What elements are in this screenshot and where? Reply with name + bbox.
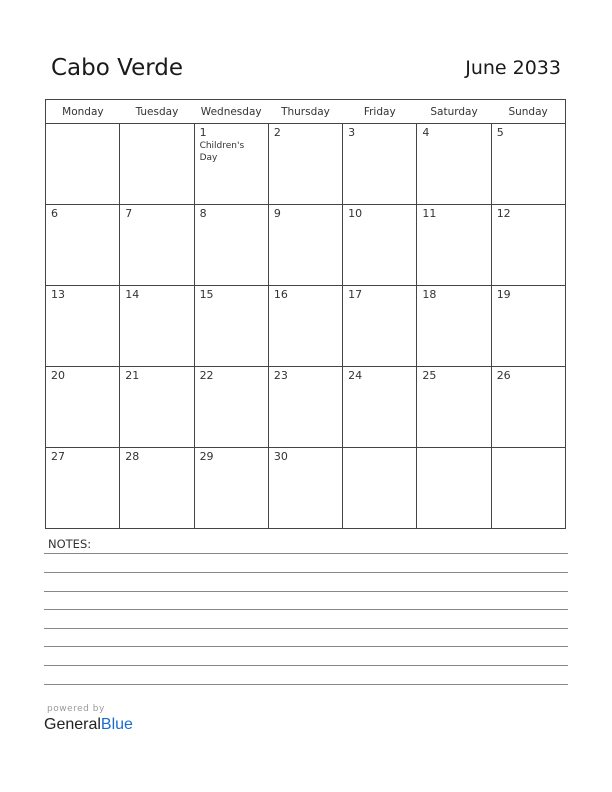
day-cell bbox=[268, 367, 342, 448]
day-cell bbox=[120, 367, 194, 448]
weekday-header: Sunday bbox=[491, 100, 565, 124]
day-number: 3 bbox=[348, 126, 356, 139]
day-cell bbox=[120, 448, 194, 529]
day-number: 14 bbox=[125, 288, 140, 301]
day-number: 21 bbox=[125, 369, 140, 382]
day-number: 30 bbox=[273, 450, 288, 463]
day-cell bbox=[268, 448, 342, 529]
day-cell bbox=[268, 286, 342, 367]
day-cell bbox=[417, 367, 491, 448]
day-number: 17 bbox=[348, 288, 363, 301]
day-number: 18 bbox=[422, 288, 437, 301]
day-number: 15 bbox=[199, 288, 214, 301]
notes-line bbox=[44, 553, 568, 554]
day-cell bbox=[417, 448, 491, 529]
day-number: 13 bbox=[51, 288, 65, 301]
day-number: 9 bbox=[273, 207, 281, 220]
weekday-header: Wednesday bbox=[194, 100, 268, 124]
notes-line bbox=[44, 628, 568, 629]
weekday-header: Saturday bbox=[417, 100, 491, 124]
day-number: 23 bbox=[273, 369, 288, 382]
notes-line bbox=[44, 665, 568, 666]
day-cell bbox=[194, 448, 268, 529]
day-cell bbox=[491, 286, 565, 367]
day-cell bbox=[491, 124, 565, 205]
notes-line bbox=[44, 684, 568, 685]
day-cell bbox=[343, 367, 417, 448]
weekday-header-row bbox=[46, 100, 566, 124]
calendar-grid bbox=[45, 99, 566, 529]
day-number: 28 bbox=[125, 450, 140, 463]
day-number: 2 bbox=[273, 126, 281, 139]
day-number: 4 bbox=[422, 126, 430, 139]
day-number: 27 bbox=[51, 450, 65, 463]
day-number: 29 bbox=[199, 450, 214, 463]
week-row bbox=[46, 448, 566, 529]
day-number: 1 bbox=[199, 126, 207, 139]
generalblue-logo bbox=[44, 716, 133, 734]
weekday-header: Friday bbox=[343, 100, 417, 124]
day-cell bbox=[46, 286, 120, 367]
day-cell bbox=[268, 124, 342, 205]
day-cell bbox=[491, 448, 565, 529]
day-number: 7 bbox=[125, 207, 133, 220]
notes-line bbox=[44, 572, 568, 573]
day-cell bbox=[120, 286, 194, 367]
day-number: 10 bbox=[348, 207, 363, 220]
day-cell bbox=[417, 205, 491, 286]
day-cell bbox=[120, 124, 194, 205]
weekday-header: Thursday bbox=[268, 100, 342, 124]
day-cell bbox=[343, 124, 417, 205]
day-cell bbox=[120, 205, 194, 286]
day-cell bbox=[343, 205, 417, 286]
day-cell bbox=[417, 286, 491, 367]
week-row bbox=[46, 286, 566, 367]
day-cell bbox=[46, 367, 120, 448]
weekday-header: Tuesday bbox=[120, 100, 194, 124]
day-cell bbox=[46, 205, 120, 286]
notes-line bbox=[44, 591, 568, 592]
day-number: 11 bbox=[422, 207, 437, 220]
day-number: 24 bbox=[348, 369, 363, 382]
day-number: 6 bbox=[51, 207, 58, 220]
day-cell bbox=[46, 448, 120, 529]
calendar-country-title: Cabo Verde bbox=[51, 55, 184, 81]
week-row bbox=[46, 124, 566, 205]
day-cell bbox=[417, 124, 491, 205]
day-number: 5 bbox=[496, 126, 504, 139]
weekday-header: Monday bbox=[46, 100, 120, 124]
notes-line bbox=[44, 609, 568, 610]
powered-by-label: powered by bbox=[47, 704, 105, 714]
week-row bbox=[46, 367, 566, 448]
day-number: 25 bbox=[422, 369, 437, 382]
holiday-label: Children's Day bbox=[199, 141, 245, 163]
day-cell bbox=[194, 286, 268, 367]
day-cell bbox=[268, 205, 342, 286]
day-cell bbox=[343, 286, 417, 367]
day-cell bbox=[194, 124, 268, 205]
notes-label: NOTES: bbox=[48, 537, 92, 551]
day-number: 8 bbox=[199, 207, 207, 220]
day-number: 26 bbox=[496, 369, 511, 382]
day-number: 16 bbox=[273, 288, 288, 301]
logo-blue-text: Blue bbox=[100, 716, 133, 733]
day-number: 22 bbox=[199, 369, 214, 382]
logo-general-text: General bbox=[44, 716, 101, 733]
day-cell bbox=[491, 367, 565, 448]
day-number: 12 bbox=[496, 207, 511, 220]
week-row bbox=[46, 205, 566, 286]
day-cell bbox=[491, 205, 565, 286]
day-number: 20 bbox=[51, 369, 65, 382]
day-cell bbox=[343, 448, 417, 529]
day-number: 19 bbox=[496, 288, 511, 301]
day-cell bbox=[194, 205, 268, 286]
day-cell bbox=[46, 124, 120, 205]
day-cell bbox=[194, 367, 268, 448]
notes-line bbox=[44, 646, 568, 647]
calendar-month-title: June 2033 bbox=[465, 57, 561, 79]
